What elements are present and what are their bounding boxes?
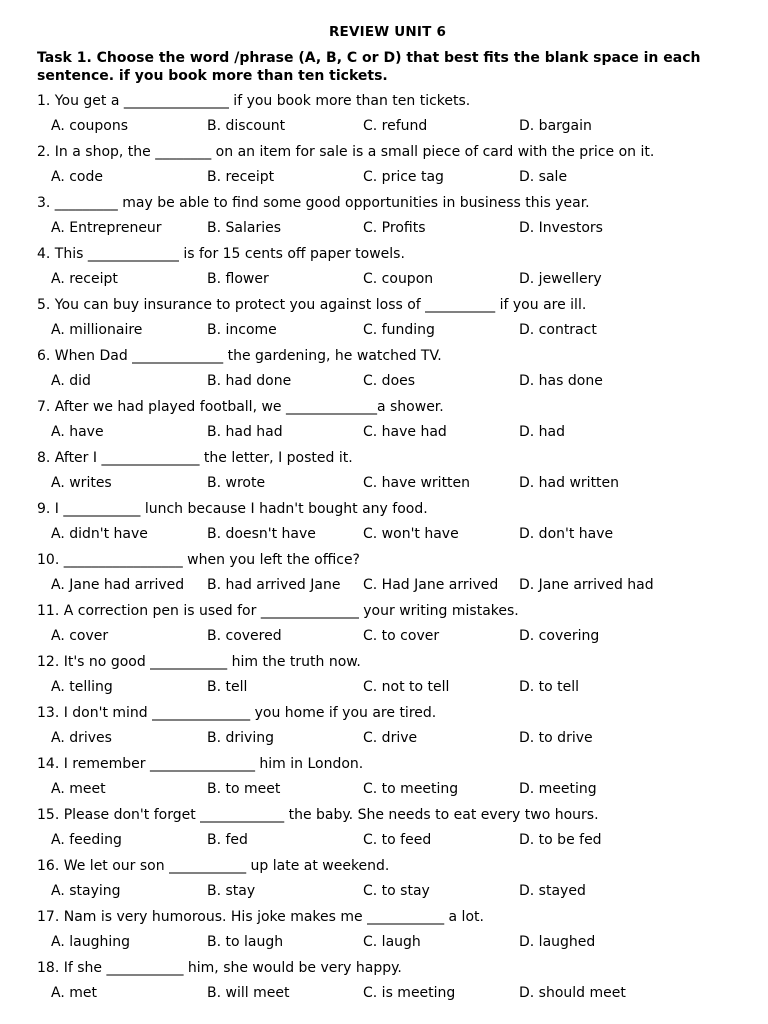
question-text: 14. I remember _______________ him in London. xyxy=(37,756,364,772)
answer-option-b: B. tell xyxy=(207,679,248,695)
answer-option-b: B. fed xyxy=(207,832,248,848)
answer-option-c: C. to cover xyxy=(363,628,440,644)
question-text: 16. We let our son ___________ up late at weekend. xyxy=(37,858,390,874)
answer-options xyxy=(51,728,738,748)
question-text: 11. A correction pen is used for ______________ your writing mistakes. xyxy=(37,603,519,619)
answer-options xyxy=(51,677,738,697)
question-text: 15. Please don't forget ____________ the baby. She needs to eat every two hours. xyxy=(37,807,599,823)
answer-option-c: C. have had xyxy=(363,424,447,440)
answer-option-d: D. should meet xyxy=(519,985,626,1001)
question-text: 4. This _____________ is for 15 cents off paper towels. xyxy=(37,246,405,262)
answer-option-a: A. met xyxy=(51,985,97,1001)
answer-option-d: D. to be fed xyxy=(519,832,602,848)
answer-option-d: D. to tell xyxy=(519,679,580,695)
question-text: 17. Nam is very humorous. His joke makes me ___________ a lot. xyxy=(37,909,484,925)
answer-option-a: A. drives xyxy=(51,730,112,746)
answer-option-d: D. jewellery xyxy=(519,271,602,287)
answer-options xyxy=(51,269,738,289)
answer-options xyxy=(51,830,738,850)
answer-options xyxy=(51,116,738,136)
question-text: 3. _________ may be able to find some good opportunities in business this year. xyxy=(37,195,590,211)
answer-option-a: A. have xyxy=(51,424,104,440)
question-text: 12. It's no good ___________ him the truth now. xyxy=(37,654,361,670)
answer-option-a: A. millionaire xyxy=(51,322,143,338)
answer-option-b: B. driving xyxy=(207,730,274,746)
answer-option-b: B. discount xyxy=(207,118,286,134)
answer-option-b: B. will meet xyxy=(207,985,290,1001)
answer-option-d: D. contract xyxy=(519,322,597,338)
answer-option-c: C. price tag xyxy=(363,169,444,185)
answer-option-b: B. had arrived Jane xyxy=(207,577,341,593)
answer-option-a: A. writes xyxy=(51,475,112,491)
answer-option-d: D. to drive xyxy=(519,730,593,746)
answer-options xyxy=(51,575,738,595)
answer-options xyxy=(51,524,738,544)
answer-option-c: C. refund xyxy=(363,118,428,134)
answer-option-a: A. staying xyxy=(51,883,121,899)
answer-option-b: B. flower xyxy=(207,271,269,287)
answer-option-d: D. stayed xyxy=(519,883,586,899)
question-text: 10. _________________ when you left the office? xyxy=(37,552,360,568)
answer-option-d: D. bargain xyxy=(519,118,592,134)
answer-option-b: B. Salaries xyxy=(207,220,281,236)
question-text: 9. I ___________ lunch because I hadn't bought any food. xyxy=(37,501,428,517)
question-text: 2. In a shop, the ________ on an item for sale is a small piece of card with the price on it. xyxy=(37,144,655,160)
worksheet-title: REVIEW UNIT 6 xyxy=(328,24,447,40)
answer-option-c: C. to stay xyxy=(363,883,430,899)
answer-options xyxy=(51,422,738,442)
answer-options xyxy=(51,371,738,391)
answer-option-b: B. had had xyxy=(207,424,283,440)
answer-option-c: C. coupon xyxy=(363,271,434,287)
answer-option-c: C. Profits xyxy=(363,220,426,236)
answer-options xyxy=(51,473,738,493)
answer-option-d: D. meeting xyxy=(519,781,597,797)
answer-option-d: D. Investors xyxy=(519,220,603,236)
answer-options xyxy=(51,779,738,799)
answer-option-a: A. receipt xyxy=(51,271,118,287)
answer-option-c: C. to feed xyxy=(363,832,432,848)
answer-option-d: D. had xyxy=(519,424,566,440)
answer-option-b: B. doesn't have xyxy=(207,526,316,542)
answer-option-d: D. has done xyxy=(519,373,603,389)
answer-option-b: B. to laugh xyxy=(207,934,284,950)
answer-option-c: C. is meeting xyxy=(363,985,456,1001)
task-instructions: Task 1. Choose the word /phrase (A, B, C or D) that best fits the blank space in each sentence. if you book more than ten tickets. xyxy=(37,50,701,84)
question-text: 5. You can buy insurance to protect you against loss of __________ if you are ill. xyxy=(37,297,587,313)
answer-option-d: D. covering xyxy=(519,628,600,644)
question-text: 13. I don't mind ______________ you home if you are tired. xyxy=(37,705,437,721)
answer-option-a: A. coupons xyxy=(51,118,128,134)
answer-option-c: C. Had Jane arrived xyxy=(363,577,499,593)
question-text: 8. After I ______________ the letter, I posted it. xyxy=(37,450,353,466)
answer-option-a: A. didn't have xyxy=(51,526,148,542)
question-text: 18. If she ___________ him, she would be very happy. xyxy=(37,960,402,976)
answer-option-c: C. won't have xyxy=(363,526,459,542)
answer-option-a: A. feeding xyxy=(51,832,122,848)
answer-option-d: D. laughed xyxy=(519,934,596,950)
answer-option-a: A. Entrepreneur xyxy=(51,220,162,236)
answer-options xyxy=(51,626,738,646)
answer-option-c: C. laugh xyxy=(363,934,421,950)
answer-option-a: A. telling xyxy=(51,679,113,695)
answer-options xyxy=(51,218,738,238)
answer-option-d: D. had written xyxy=(519,475,620,491)
answer-option-a: A. code xyxy=(51,169,103,185)
answer-option-d: D. don't have xyxy=(519,526,614,542)
answer-option-c: C. have written xyxy=(363,475,471,491)
answer-option-b: B. covered xyxy=(207,628,282,644)
question-list xyxy=(37,91,738,1003)
answer-option-d: D. sale xyxy=(519,169,568,185)
answer-option-a: A. laughing xyxy=(51,934,130,950)
answer-options xyxy=(51,983,738,1003)
answer-option-b: B. wrote xyxy=(207,475,266,491)
answer-options xyxy=(51,167,738,187)
answer-option-d: D. Jane arrived had xyxy=(519,577,654,593)
answer-option-a: A. cover xyxy=(51,628,109,644)
answer-options xyxy=(51,932,738,952)
answer-option-a: A. Jane had arrived xyxy=(51,577,185,593)
answer-options xyxy=(51,881,738,901)
answer-option-a: A. meet xyxy=(51,781,106,797)
answer-option-b: B. to meet xyxy=(207,781,281,797)
answer-option-b: B. income xyxy=(207,322,277,338)
question-text: 7. After we had played football, we _____________a shower. xyxy=(37,399,444,415)
answer-option-b: B. stay xyxy=(207,883,256,899)
answer-option-c: C. not to tell xyxy=(363,679,450,695)
answer-option-c: C. funding xyxy=(363,322,435,338)
answer-option-a: A. did xyxy=(51,373,91,389)
answer-option-b: B. receipt xyxy=(207,169,275,185)
question-text: 6. When Dad _____________ the gardening, he watched TV. xyxy=(37,348,442,364)
answer-option-c: C. drive xyxy=(363,730,418,746)
answer-option-c: C. does xyxy=(363,373,416,389)
answer-options xyxy=(51,320,738,340)
answer-option-b: B. had done xyxy=(207,373,292,389)
answer-option-c: C. to meeting xyxy=(363,781,459,797)
question-text: 1. You get a _______________ if you book more than ten tickets. xyxy=(37,93,471,109)
